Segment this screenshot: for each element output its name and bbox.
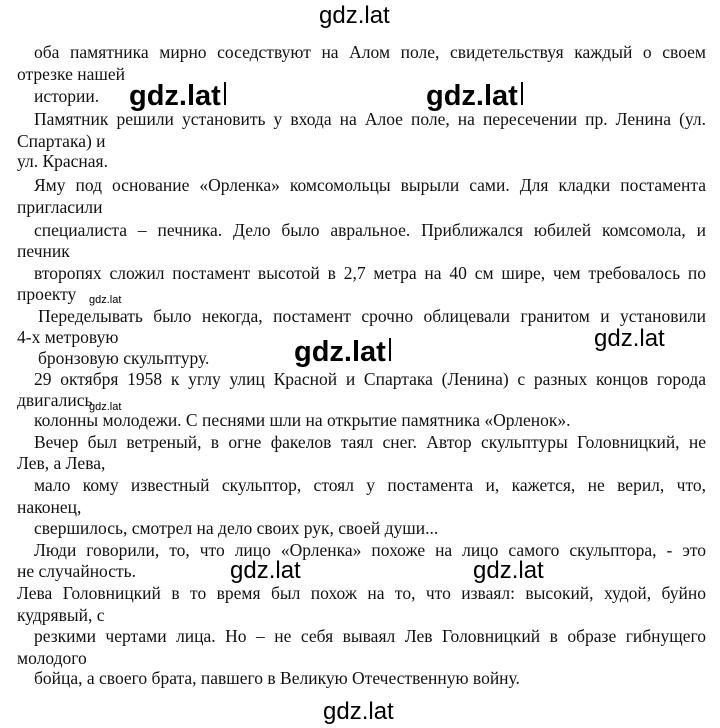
text-line: Переделывать было некогда, постамент срочно облицевали гранитом и установили: [38, 306, 706, 326]
watermark-bottom: gdz.lat: [323, 698, 394, 725]
watermark: gdz.lat: [594, 325, 665, 352]
text-line: свершилось, смотрел на дело своих рук, своей души...: [34, 518, 439, 538]
watermark: gdz.lat: [129, 80, 226, 113]
text-line: второпях сложил постамент высотой в 2,7 метра на 40 см шире, чем требовалось по: [34, 263, 706, 283]
watermark: gdz.lat: [426, 80, 523, 113]
text-line: пригласили: [17, 197, 103, 217]
text-line: наконец,: [17, 497, 82, 517]
text-line: отрезке нашей: [17, 64, 125, 84]
text-line: печник: [17, 241, 70, 261]
text-line: двигались: [17, 390, 93, 410]
text-line: специалиста – печника. Дело было авральное. Приближался юбилей комсомола, и: [34, 220, 706, 240]
text-line: колонны молодежи. С песнями шли на открытие памятника «Орленок».: [34, 410, 571, 430]
watermark: gdz.lat: [473, 557, 544, 584]
text-line: бойца, а своего брата, павшего в Великую Отечественную войну.: [34, 668, 520, 688]
text-line: Лев, а Лева,: [17, 453, 106, 473]
watermark-small: gdz.lat: [89, 401, 122, 413]
text-line: Спартака) и: [17, 131, 106, 151]
text-line: Лева Головницкий в то время был похож на то, что изваял: высокий, худой, буйно: [17, 583, 706, 603]
text-line: истории.: [34, 86, 100, 106]
watermark: gdz.lat: [294, 336, 391, 369]
text-line: ул. Красная.: [17, 151, 108, 171]
text-line: 29 октября 1958 к углу улиц Красной и Спартака (Ленина) с разных концов города: [34, 369, 706, 389]
text-line: Вечер был ветреный, в огне факелов таял снег. Автор скульптуры Головницкий, не: [34, 432, 706, 452]
text-line: мало кому известный скульптор, стоял у постамента и, кажется, не верил, что,: [34, 475, 706, 495]
text-line: кудрявый, с: [17, 605, 105, 625]
text-line: Яму под основание «Орленка» комсомольцы вырыли сами. Для кладки постамента: [34, 175, 706, 195]
text-line: Люди говорили, то, что лицо «Орленка» похоже на лицо самого скульптора, - это: [34, 540, 706, 560]
watermark-top: gdz.lat: [319, 2, 390, 29]
text-line: 4-х метровую: [17, 327, 119, 347]
text-line: оба памятника мирно соседствуют на Алом поле, свидетельствуя каждый о своем: [34, 42, 706, 62]
text-line: резкими чертами лица. Но – не себя вываял Лев Головницкий в образе гибнущего: [34, 626, 706, 646]
watermark: gdz.lat: [230, 557, 301, 584]
text-line: бронзовую скульптуру.: [38, 348, 210, 368]
text-line: Памятник решили установить у входа на Алое поле, на пересечении пр. Ленина (ул.: [34, 109, 706, 129]
watermark-small: gdz.lat: [89, 294, 122, 306]
text-line: не случайность.: [17, 561, 137, 581]
text-line: проекту: [17, 284, 77, 304]
text-line: молодого: [17, 648, 87, 668]
